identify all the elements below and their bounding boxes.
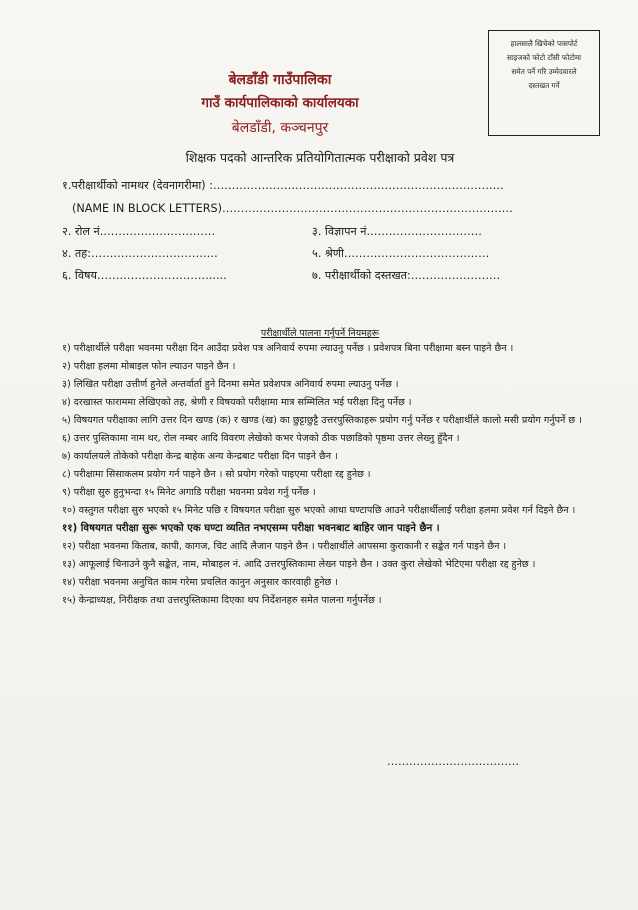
field-class: ५. श्रेणी………………………………… <box>312 247 490 260</box>
signature-line: ……………………………… <box>387 755 519 768</box>
rule-item: ४) दरखास्त फाराममा लेखिएको तह, श्रेणी र विषयको परीक्षामा मात्र सम्मिलित भई परीक्षा दिनु पर्नेछ । <box>62 397 412 408</box>
photo-box-line: साइजको फोटो टाँसी फोटोमा <box>507 53 581 62</box>
field-level: ४. तह:……………………………. <box>62 247 218 260</box>
rule-item: १३) आफूलाई चिनाउने कुनै सङ्केत, नाम, मोबाइल नं. आदि उत्तरपुस्तिकामा लेख्न पाइने छैन । उक्त कुरा लेखेको भेटिएमा परीक्षा रद्द हुनेछ । <box>62 559 536 570</box>
rule-item: १२) परीक्षा भवनमा किताब, कापी, कागज, चिट आदि लैजान पाइने छैन । परीक्षार्थीले आपसमा कुराकानी र सङ्केत गर्न पाइने छैन । <box>62 541 507 552</box>
rule-item: २) परीक्षा हलमा मोबाइल फोन ल्याउन पाइने छैन । <box>62 361 236 372</box>
rule-item: ५) विषयगत परीक्षाका लागि उत्तर दिन खण्ड (क) र खण्ड (ख) का छुट्टाछुट्टै उत्तरपुस्तिकाहरू प्रयोग गर्नु पर्नेछ र परीक्षार्थीले कालो मसी प्रयोग गर्नुपर्ने छ । <box>62 415 582 426</box>
field-signature: ७. परीक्षार्थीको दस्तखत:…………………… <box>312 269 501 282</box>
rules-list <box>62 341 582 611</box>
office-name: गाउँ कार्यपालिकाको कार्यालयका <box>201 95 359 111</box>
rule-item: १५) केन्द्राध्यक्ष, निरीक्षक तथा उत्तरपुस्तिकामा दिएका थप निर्देशनहरु समेत पालना गर्नुपर्नेछ । <box>62 595 382 606</box>
rule-item: ८) परीक्षामा सिसाकलम प्रयोग गर्न पाइने छैन । सो प्रयोग गरेको पाइएमा परीक्षा रद्द हुनेछ । <box>62 469 371 480</box>
rule-item: १) परीक्षार्थीले परीक्षा भवनमा परीक्षा दिन आउँदा प्रवेश पत्र अनिवार्य रुपमा ल्याउनु पर्नेछ । प्रवेशपत्र बिना परीक्षामा बस्न पाइने छैन । <box>62 343 514 354</box>
photo-placeholder-box <box>488 30 600 136</box>
photo-box-line: हालसालै खिचेको पासपोर्ट <box>510 39 578 48</box>
field-name-devanagari: १.परीक्षार्थीको नामथर (देवनागरीमा) :…………………………………………………………………… <box>62 179 504 192</box>
field-subject: ६. विषय…………………………..... <box>62 269 227 282</box>
field-roll-no: २. रोल नं.………………………… <box>62 225 216 238</box>
rule-item: १०) वस्तुगत परीक्षा सुरु भएको १५ मिनेट पछि र विषयगत परीक्षा सुरु भएको आधा घण्टापछि आउने परीक्षार्थीलाई परीक्षा हलमा प्रवेश गर्न दिइने छैन । <box>62 505 576 516</box>
field-name-block: (NAME IN BLOCK LETTERS)…………………………………………………………………… <box>72 202 513 215</box>
office-address: बेलडाँडी, कञ्चनपुर <box>231 120 329 136</box>
org-name: बेलडाँडी गाउँपालिका <box>228 72 332 88</box>
document-title: शिक्षक पदको आन्तरिक प्रतियोगितात्मक परीक्षाको प्रवेश पत्र <box>185 150 455 165</box>
rule-item: ११) विषयगत परीक्षा सुरू भएको एक घण्टा व्यतित नभएसम्म परीक्षा भवनबाट बाहिर जान पाइने छैन । <box>62 523 440 534</box>
rules-title: परीक्षार्थीले पालना गर्नुपर्ने नियमहरू <box>260 328 380 339</box>
rule-item: १४) परीक्षा भवनमा अनुचित काम गरेमा प्रचलित कानुन अनुसार कारवाही हुनेछ । <box>62 577 338 588</box>
rule-item: ६) उत्तर पुस्तिकामा नाम थर, रोल नम्बर आदि विवरण लेखेको कभर पेजको ठीक पछाडिको पृष्ठमा उत्तर लेख्नु हुँदैन । <box>62 433 460 444</box>
rule-item: ३) लिखित परीक्षा उत्तीर्ण हुनेले अन्तर्वार्ता हुने दिनमा समेत प्रवेशपत्र अनिवार्य रुपमा ल्याउनु पर्नेछ । <box>62 379 399 390</box>
field-advert-no: ३. विज्ञापन नं.………………………… <box>312 225 482 238</box>
photo-box-line: समेत पर्ने गरि उम्मेदवारले <box>511 67 577 76</box>
rule-item: ७) कार्यालयले तोकेको परीक्षा केन्द्र बाहेक अन्य केन्द्रबाट परीक्षा दिन पाइने छैन । <box>62 451 338 462</box>
photo-box-line: दस्तखत गर्ने <box>528 81 560 90</box>
rule-item: ९) परीक्षा सुरु हुनुभन्दा १५ मिनेट अगाडि परीक्षा भवनमा प्रवेश गर्नु पर्नेछ । <box>62 487 316 498</box>
